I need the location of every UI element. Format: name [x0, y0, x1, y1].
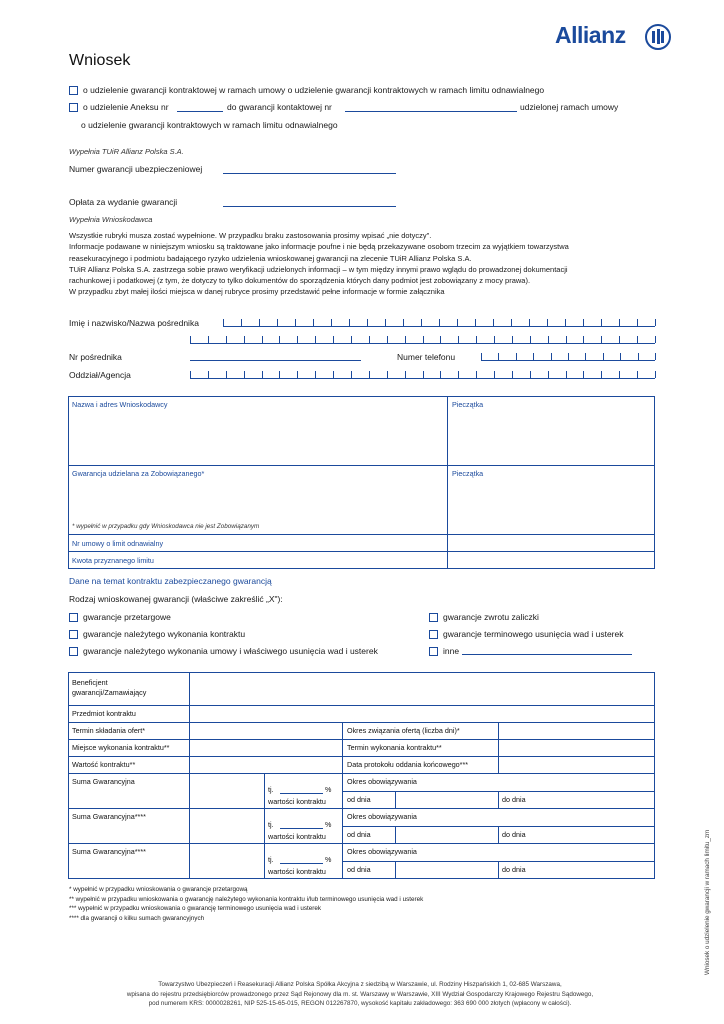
comb-tick: [565, 319, 566, 326]
comb-tick: [548, 336, 549, 343]
comb-tick: [421, 319, 422, 326]
sum-percent-input[interactable]: [280, 828, 323, 829]
comb-tick: [387, 336, 388, 343]
side-reference: Wniosek o udzielenie gwarancji w ramach limitu_zm: [704, 829, 711, 975]
agent-number-label: Nr pośrednika: [69, 352, 122, 362]
comb-tick: [533, 353, 534, 360]
type-option[interactable]: [429, 646, 459, 657]
divider: [395, 861, 396, 879]
comb-tick: [277, 319, 278, 326]
divider: [189, 672, 190, 879]
limit-amount-label: Kwota przyznanego limitu: [72, 556, 154, 565]
period-label: Okres obowiązywania: [347, 777, 417, 786]
comb-tick: [440, 371, 441, 378]
comb-tick: [440, 336, 441, 343]
subject-label: Przedmiot kontraktu: [72, 709, 136, 718]
type-label: gwarancje zwrotu zaliczki: [443, 612, 539, 622]
footer: [60, 980, 660, 1009]
checkbox[interactable]: [69, 647, 78, 656]
divider: [68, 722, 655, 723]
comb-tick: [512, 336, 513, 343]
instruction-line: reasekuracyjnego i podmiotu badającego ryzyko udzielenia wnioskowanej gwarancji na zlecenie TUiR Allianz Polska S.A.: [69, 253, 472, 263]
comb-tick: [333, 336, 334, 343]
agent-name-label: Imię i nazwisko/Nazwa pośrednika: [69, 318, 199, 328]
protocol-date-label: Data protokołu oddania końcowego***: [347, 760, 469, 769]
period-label: Okres obowiązywania: [347, 812, 417, 821]
branch-label: Oddział/Agencja: [69, 370, 131, 380]
obligor-footnote: * wypełnić w przypadku gdy Wnioskodawca nie jest Zobowiązanym: [72, 523, 260, 530]
footer-line: pod numerem KRS: 0000028261, NIP 525-15-65-015, REGON 012267870, wysokość kapitału zakładowego: 363 690 000 złotych (wpłacony w całości).: [148, 1000, 572, 1008]
fee-label: Opłata za wydanie gwarancji: [69, 197, 178, 207]
sum-label: Suma Gwarancyjna: [72, 777, 135, 786]
type-option[interactable]: [69, 646, 378, 657]
type-label: gwarancje przetargowe: [83, 612, 171, 622]
comb-tick: [333, 371, 334, 378]
comb-tick: [423, 336, 424, 343]
type-option[interactable]: [69, 629, 245, 640]
divider: [68, 465, 655, 466]
checkbox[interactable]: [69, 613, 78, 622]
comb-tick: [476, 371, 477, 378]
allianz-logo: Allianz: [555, 22, 626, 48]
comb-tick: [475, 319, 476, 326]
footer-line: wpisana do rejestru przedsiębiorców prowadzonego przez Sąd Rejonowy dla m. st. Warszawy w Warszawie, XIII Wydział Gospodarczy Krajowego Rejestru Sądowego,: [126, 990, 594, 998]
comb-tick: [619, 371, 620, 378]
comb-tick: [349, 319, 350, 326]
to-label: do dnia: [502, 795, 526, 804]
comb-tick: [476, 336, 477, 343]
comb-tick: [530, 371, 531, 378]
divider: [498, 791, 499, 808]
term-label: Termin wykonania kontraktu**: [347, 743, 442, 752]
instruction-line: W przypadku zbyt małej ilości miejsca w danej rubryce prosimy przedstawić pełne informacje w formie załącznika: [69, 287, 445, 297]
instruction-line: Informacje podawane w niniejszym wniosku są traktowane jako informacje poufne i nie będą przekazywane osobom trzecim za wyjątkiem towarzystwa: [69, 242, 569, 252]
comb-tick: [315, 336, 316, 343]
type-label: inne: [443, 646, 460, 656]
comb-tick: [190, 371, 191, 378]
comb-tick: [511, 319, 512, 326]
comb-tick: [259, 319, 260, 326]
phone-label: Numer telefonu: [397, 352, 456, 362]
comb-tick: [494, 336, 495, 343]
of-value-label: wartości kontraktu: [268, 832, 326, 841]
from-label: od dnia: [347, 865, 371, 874]
checkbox[interactable]: [69, 86, 78, 95]
comb-tick: [458, 371, 459, 378]
comb-tick: [603, 353, 604, 360]
comb-tick: [655, 371, 656, 378]
comb-tick: [568, 353, 569, 360]
comb-tick: [226, 336, 227, 343]
option-annex[interactable]: [69, 102, 169, 113]
guarantee-number-field[interactable]: [345, 111, 517, 112]
divider: [264, 773, 265, 879]
comb-tick: [637, 371, 638, 378]
agent-number-input[interactable]: [190, 360, 361, 361]
tj-label: tj.: [268, 855, 274, 864]
instruction-line: TUiR Allianz Polska S.A. zastrzega sobie prawo weryfikacji udzielonych informacji – w tym między innymi prawo wglądu do prowadzonej dokumentacji: [69, 264, 568, 274]
comb-tick: [619, 336, 620, 343]
other-type-input[interactable]: [462, 654, 632, 655]
tj-label: tj.: [268, 785, 274, 794]
comb-tick: [208, 336, 209, 343]
option-label: o udzielenie gwarancji kontraktowych w ramach limitu odnawialnego: [81, 120, 338, 130]
footnote: *** wypełnić w przypadku wnioskowania o gwarancję terminowego usunięcia wad i usterek: [69, 905, 322, 913]
insurer-note: Wypełnia TUiR Allianz Polska S.A.: [69, 147, 184, 156]
checkbox[interactable]: [69, 630, 78, 639]
comb-tick: [385, 319, 386, 326]
sum-label: Suma Gwarancyjna****: [72, 812, 146, 821]
of-value-label: wartości kontraktu: [268, 797, 326, 806]
divider: [447, 534, 448, 569]
option-label: do gwarancji kontaktowej nr: [227, 102, 332, 112]
comb-tick: [458, 336, 459, 343]
divider: [498, 826, 499, 843]
comb-tick: [637, 319, 638, 326]
comb-tick: [583, 319, 584, 326]
comb-tick: [481, 353, 482, 360]
comb-tick: [405, 371, 406, 378]
comb-tick: [262, 371, 263, 378]
guarantee-type-label: Rodzaj wnioskowanej gwarancji (właściwe zakreślić „X"):: [69, 594, 283, 604]
type-label: gwarancje należytego wykonania kontraktu: [83, 629, 246, 639]
stamp-label: Pieczątka: [452, 469, 484, 478]
checkbox[interactable]: [429, 613, 438, 622]
comb-tick: [529, 319, 530, 326]
comb-tick: [297, 336, 298, 343]
comb-tick: [403, 319, 404, 326]
divider: [68, 808, 655, 809]
checkbox[interactable]: [429, 647, 438, 656]
divider: [68, 534, 655, 535]
of-value-label: wartości kontraktu: [268, 867, 326, 876]
comb-tick: [226, 371, 227, 378]
comb-tick: [279, 336, 280, 343]
place-label: Miejsce wykonania kontraktu**: [72, 743, 170, 752]
comb-tick: [405, 336, 406, 343]
type-option[interactable]: [429, 629, 623, 640]
comb-tick: [208, 371, 209, 378]
tj-label: tj.: [268, 820, 274, 829]
contract-heading: Dane na temat kontraktu zabezpieczanego gwarancją: [69, 576, 272, 586]
comb-tick: [297, 371, 298, 378]
beneficiary-label: Beneficjent gwarancji/Zamawiający: [72, 678, 147, 697]
option-guarantee[interactable]: [69, 85, 544, 96]
option-label: o udzielenie Aneksu nr: [83, 102, 169, 112]
comb-tick: [493, 319, 494, 326]
checkbox[interactable]: [429, 630, 438, 639]
agent-name-field-2[interactable]: [190, 335, 655, 344]
comb-tick: [315, 371, 316, 378]
divider: [395, 791, 396, 808]
sum-percent-input[interactable]: [280, 793, 323, 794]
option-label: o udzielenie gwarancji kontraktowej w ramach umowy o udzielenie gwarancji kontraktowych w ramach limitu odnawialnego: [83, 85, 545, 95]
footnotes: [69, 885, 423, 923]
comb-tick: [583, 336, 584, 343]
to-label: do dnia: [502, 865, 526, 874]
offer-deadline-label: Termin składania ofert*: [72, 726, 146, 735]
comb-tick: [566, 336, 567, 343]
from-label: od dnia: [347, 795, 371, 804]
comb-tick: [498, 353, 499, 360]
fee-input[interactable]: [223, 206, 396, 207]
comb-tick: [369, 336, 370, 343]
obligor-label: Gwarancja udzielana za Zobowiązanego*: [72, 469, 205, 478]
comb-tick: [244, 336, 245, 343]
instructions: [69, 230, 569, 298]
percent-label: %: [325, 785, 332, 794]
contract-number-label: Nr umowy o limit odnawialny: [72, 539, 164, 548]
divider: [498, 722, 499, 773]
divider: [395, 826, 396, 843]
type-label: gwarancje terminowego usunięcia wad i usterek: [443, 629, 624, 639]
divider: [342, 722, 343, 879]
comb-tick: [244, 371, 245, 378]
comb-tick: [457, 319, 458, 326]
comb-tick: [601, 371, 602, 378]
type-option[interactable]: [429, 612, 539, 623]
comb-tick: [331, 319, 332, 326]
comb-tick: [638, 353, 639, 360]
footer-line: Towarzystwo Ubezpieczeń i Reasekuracji Allianz Polska Spółka Akcyjna z siedzibą w Warszawie, ul. Rodziny Hiszpańskich 1, 02-685 Warszawa,: [158, 981, 562, 988]
agent-name-field-1[interactable]: [223, 318, 655, 327]
type-option[interactable]: [69, 612, 171, 623]
comb-tick: [190, 336, 191, 343]
comb-tick: [367, 319, 368, 326]
comb-tick: [262, 336, 263, 343]
comb-tick: [655, 319, 656, 326]
instruction-line: Wszystkie rubryki musza zostać wypełnione. W przypadku braku zastosowania prosimy wpisać „nie dotyczy".: [69, 231, 432, 240]
comb-tick: [601, 319, 602, 326]
footnote: * wypełnić w przypadku wnioskowania o gwarancje przetargową: [69, 886, 248, 893]
comb-tick: [295, 319, 296, 326]
comb-tick: [351, 336, 352, 343]
guarantee-number-label: Numer gwarancji ubezpieczeniowej: [69, 164, 203, 174]
comb-tick: [547, 319, 548, 326]
comb-tick: [655, 353, 656, 360]
comb-tick: [583, 371, 584, 378]
comb-tick: [548, 371, 549, 378]
footnote: ** wypełnić w przypadku wnioskowania o gwarancję należytego wykonania kontraktu i/lub terminowego usunięcia wad i usterek: [69, 895, 424, 903]
period-label: Okres obowiązywania: [347, 847, 417, 856]
instruction-line: rachunkowej i podatkowej (z tym, że dotyczy to tylko dokumentów do sporządzenia których dany podmiot jest zobowiązany z mocy prawa).: [69, 276, 531, 286]
comb-tick: [387, 371, 388, 378]
divider: [498, 861, 499, 879]
percent-label: %: [325, 855, 332, 864]
checkbox[interactable]: [69, 103, 78, 112]
phone-field[interactable]: [481, 352, 655, 361]
from-label: od dnia: [347, 830, 371, 839]
sum-label: Suma Gwarancyjna****: [72, 847, 146, 856]
branch-field[interactable]: [190, 370, 655, 379]
comb-tick: [223, 319, 224, 326]
comb-tick: [439, 319, 440, 326]
comb-tick: [512, 371, 513, 378]
comb-tick: [423, 371, 424, 378]
comb-tick: [494, 371, 495, 378]
comb-tick: [619, 319, 620, 326]
comb-tick: [351, 371, 352, 378]
comb-tick: [655, 336, 656, 343]
page-title: Wniosek: [69, 52, 131, 69]
comb-tick: [566, 371, 567, 378]
divider: [68, 773, 655, 774]
comb-tick: [601, 336, 602, 343]
option-label: udzielonej ramach umowy: [520, 102, 619, 112]
value-label: Wartość kontraktu**: [72, 760, 136, 769]
to-label: do dnia: [502, 830, 526, 839]
type-label: gwarancje należytego wykonania umowy i właściwego usunięcia wad i usterek: [83, 646, 378, 656]
divider: [68, 756, 655, 757]
guarantee-number-input[interactable]: [223, 173, 396, 174]
comb-tick: [313, 319, 314, 326]
comb-tick: [516, 353, 517, 360]
comb-tick: [620, 353, 621, 360]
divider: [68, 551, 655, 552]
footnote: **** dla gwarancji o kilku sumach gwarancyjnych: [69, 914, 205, 922]
divider: [68, 705, 655, 706]
divider: [68, 739, 655, 740]
comb-tick: [637, 336, 638, 343]
comb-tick: [241, 319, 242, 326]
comb-tick: [369, 371, 370, 378]
offer-binding-label: Okres związania ofertą (liczba dni)*: [347, 726, 460, 735]
comb-tick: [551, 353, 552, 360]
allianz-eagle-icon: [645, 24, 671, 50]
applicant-note: Wypełnia Wnioskodawca: [69, 215, 153, 224]
comb-tick: [530, 336, 531, 343]
comb-tick: [279, 371, 280, 378]
percent-label: %: [325, 820, 332, 829]
stamp-label: Pieczątka: [452, 400, 484, 409]
applicant-label: Nazwa i adres Wnioskodawcy: [72, 400, 168, 409]
divider: [68, 843, 655, 844]
comb-tick: [585, 353, 586, 360]
sum-percent-input[interactable]: [280, 863, 323, 864]
annex-number-field[interactable]: [177, 111, 223, 112]
